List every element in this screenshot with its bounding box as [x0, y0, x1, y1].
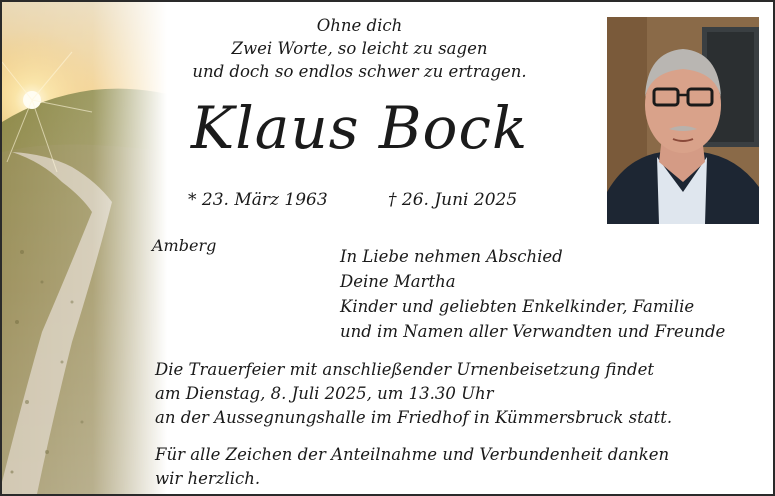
mourners-line: In Liebe nehmen Abschied	[340, 247, 563, 266]
death-date: † 26. Juni 2025	[388, 190, 518, 210]
motto-line: Ohne dich	[316, 16, 403, 35]
sunset-path-image	[2, 2, 167, 494]
portrait-photo	[607, 17, 759, 224]
mourners-line: Deine Martha	[340, 272, 456, 291]
residence-place: Amberg	[152, 236, 217, 255]
motto-verse	[162, 14, 557, 83]
service-line: am Dienstag, 8. Juli 2025, um 13.30 Uhr	[155, 384, 494, 403]
service-line: an der Aussegnungshalle im Friedhof in Kümmersbruck statt.	[155, 408, 673, 427]
thanks-line: wir herzlich.	[155, 469, 261, 488]
service-line: Die Trauerfeier mit anschließender Urnenbeisetzung findet	[155, 360, 654, 379]
deceased-name: Klaus Bock	[190, 94, 529, 162]
mourners-block	[340, 244, 725, 344]
birth-date: * 23. März 1963	[188, 190, 328, 210]
thanks-line: Für alle Zeichen der Anteilnahme und Verbundenheit danken	[155, 445, 670, 464]
mourners-line: Kinder und geliebten Enkelkinder, Familie	[340, 297, 695, 316]
mourners-line: und im Namen aller Verwandten und Freunde	[340, 322, 726, 341]
motto-line: Zwei Worte, so leicht zu sagen	[231, 39, 488, 58]
funeral-service-info	[155, 358, 672, 430]
motto-line: und doch so endlos schwer zu ertragen.	[192, 62, 527, 81]
thanks-note	[155, 443, 669, 491]
